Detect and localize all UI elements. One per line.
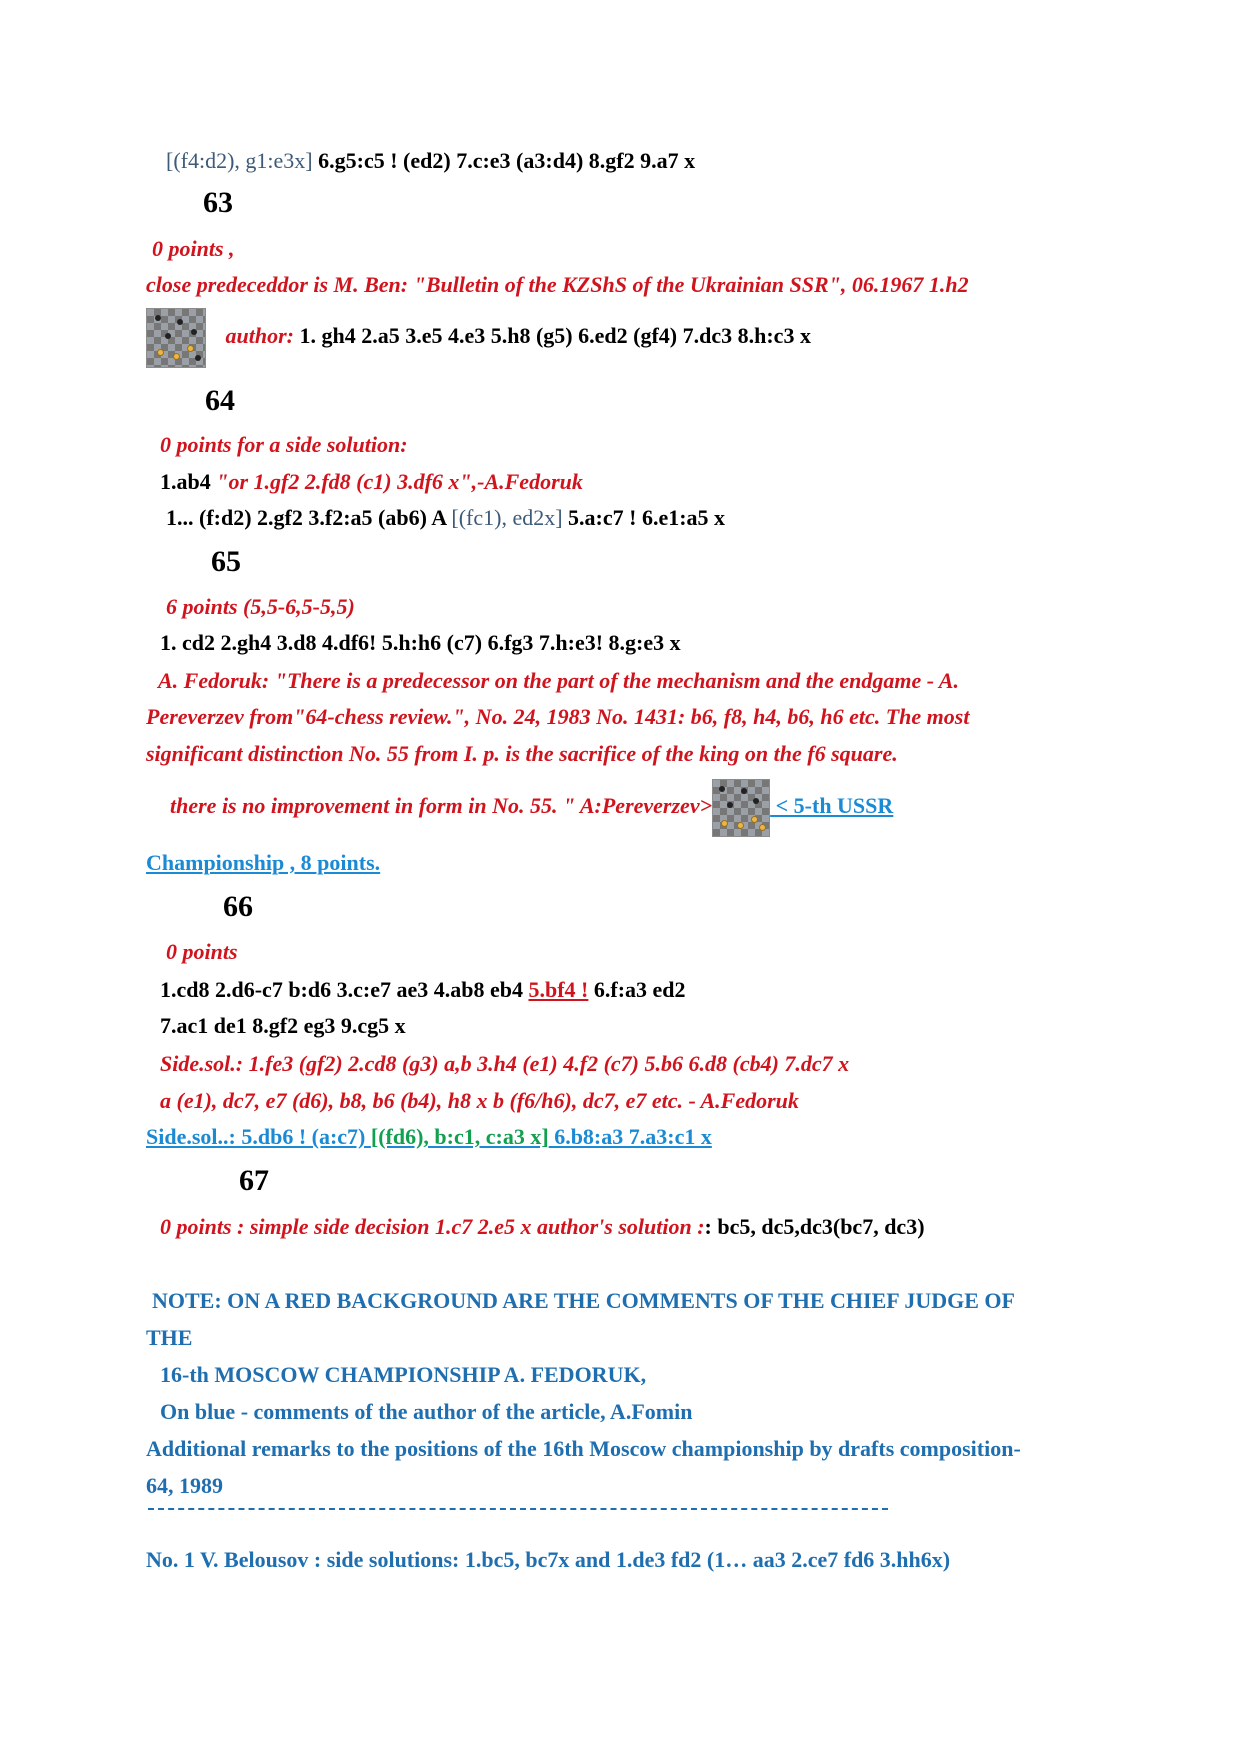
moves-text: 6.g5:c5 ! (ed2) 7.c:e3 (a3:d4) 8.gf2 9.a7 x <box>312 148 696 173</box>
judge-comment: A. Fedoruk: "There is a predecessor on the part of the mechanism and the endgame - A. <box>158 668 959 693</box>
author-side-solution[interactable]: 6.b8:a3 7.a3:c1 x <box>548 1124 712 1149</box>
moves-line <box>160 467 583 497</box>
judge-comment: 6 points (5,5-6,5-5,5) <box>166 594 355 619</box>
moves-text: 1. gh4 2.a5 3.e5 4.e3 5.h8 (g5) 6.ed2 (gf4) 7.dc3 8.h:c3 x <box>293 323 811 348</box>
problem-number-66: 66 <box>223 890 253 923</box>
divider <box>148 1508 888 1510</box>
note-line: Additional remarks to the positions of the 16th Moscow championship by drafts composition- <box>146 1436 1021 1461</box>
moves-line <box>160 975 686 1005</box>
note-line: 64, 1989 <box>146 1473 223 1498</box>
judge-comment-line <box>160 1212 925 1242</box>
note-line: On blue - comments of the author of the article, A.Fomin <box>160 1399 693 1424</box>
note-line: 16-th MOSCOW CHAMPIONSHIP A. FEDORUK, <box>160 1362 647 1387</box>
moves-text: 6.f:a3 ed2 <box>588 977 686 1002</box>
author-label: author: <box>225 323 294 348</box>
variation-bracket[interactable]: [(fd6), b:c1, c:a3 x] <box>370 1124 549 1149</box>
highlighted-move: 5.bf4 ! <box>528 977 589 1002</box>
problem-number-63: 63 <box>203 186 233 219</box>
variation-bracket: [(f4:d2), g1:e3x] <box>166 148 313 173</box>
judge-comment: Side.sol.: 1.fe3 (gf2) 2.cd8 (g3) a,b 3.h4 (e1) 4.f2 (c7) 5.b6 6.d8 (cb4) 7.dc7 x <box>160 1051 850 1076</box>
note-line: THE <box>146 1325 193 1350</box>
variation-bracket: [(fc1), ed2x] <box>451 505 563 530</box>
problem-number-67: 67 <box>239 1164 269 1197</box>
problem-number-64: 64 <box>205 384 235 417</box>
championship-link[interactable]: < 5-th USSR <box>770 793 894 818</box>
judge-comment: 0 points for a side solution: <box>160 432 408 457</box>
author-solution-63 <box>146 306 811 368</box>
judge-comment: 0 points : simple side decision 1.c7 2.e5 x author's solution : <box>160 1214 705 1239</box>
author-side-solution[interactable]: Side.sol..: 5.db6 ! (a:c7) <box>146 1124 371 1149</box>
judge-comment: 0 points <box>166 939 238 964</box>
championship-link[interactable]: Championship , 8 points. <box>146 850 381 875</box>
moves-text: 5.a:c7 ! 6.e1:a5 x <box>562 505 726 530</box>
judge-comment: close predeceddor is M. Ben: "Bulletin of the KZShS of the Ukrainian SSR", 06.1967 1.h2 <box>146 272 969 297</box>
author-comment-line <box>146 1122 712 1152</box>
judge-comment: a (e1), dc7, e7 (d6), b8, b6 (b4), h8 x b (f6/h6), dc7, e7 etc. - A.Fedoruk <box>160 1088 799 1113</box>
moves-text: 1... (f:d2) 2.gf2 3.f2:a5 (ab6) A <box>166 505 452 530</box>
moves-line: 7.ac1 de1 8.gf2 eg3 9.cg5 x <box>160 1013 406 1038</box>
moves-line: 1. cd2 2.gh4 3.d8 4.df6! 5.h:h6 (c7) 6.fg3 7.h:e3! 8.g:e3 x <box>160 630 681 655</box>
draughts-board-icon <box>712 779 770 837</box>
draughts-board-icon <box>146 308 206 368</box>
problem-number-65: 65 <box>211 545 241 578</box>
judge-comment: there is no improvement in form in No. 55. " A:Pereverzev> <box>170 793 713 818</box>
note-line: NOTE: ON A RED BACKGROUND ARE THE COMMENTS OF THE CHIEF JUDGE OF <box>152 1288 1015 1313</box>
moves-text: 1.ab4 <box>160 469 217 494</box>
line-62-end <box>166 146 695 176</box>
judge-comment-line <box>170 776 893 837</box>
judge-comment: 0 points , <box>152 236 235 261</box>
judge-comment: Pereverzev from"64-chess review.", No. 24, 1983 No. 1431: b6, f8, h4, b6, h6 etc. The most <box>146 704 970 729</box>
moves-text: : bc5, dc5,dc3(bc7, dc3) <box>704 1214 925 1239</box>
judge-comment: "or 1.gf2 2.fd8 (c1) 3.df6 x",-A.Fedoruk <box>216 469 583 494</box>
remark-no-1: No. 1 V. Belousov : side solutions: 1.bc5, bc7x and 1.de3 fd2 (1… aa3 2.ce7 fd6 3.hh6x) <box>146 1547 951 1572</box>
judge-comment: significant distinction No. 55 from I. p. is the sacrifice of the king on the f6 square. <box>146 741 898 766</box>
moves-text: 1.cd8 2.d6-c7 b:d6 3.c:e7 ae3 4.ab8 eb4 <box>160 977 529 1002</box>
moves-line <box>166 503 725 533</box>
